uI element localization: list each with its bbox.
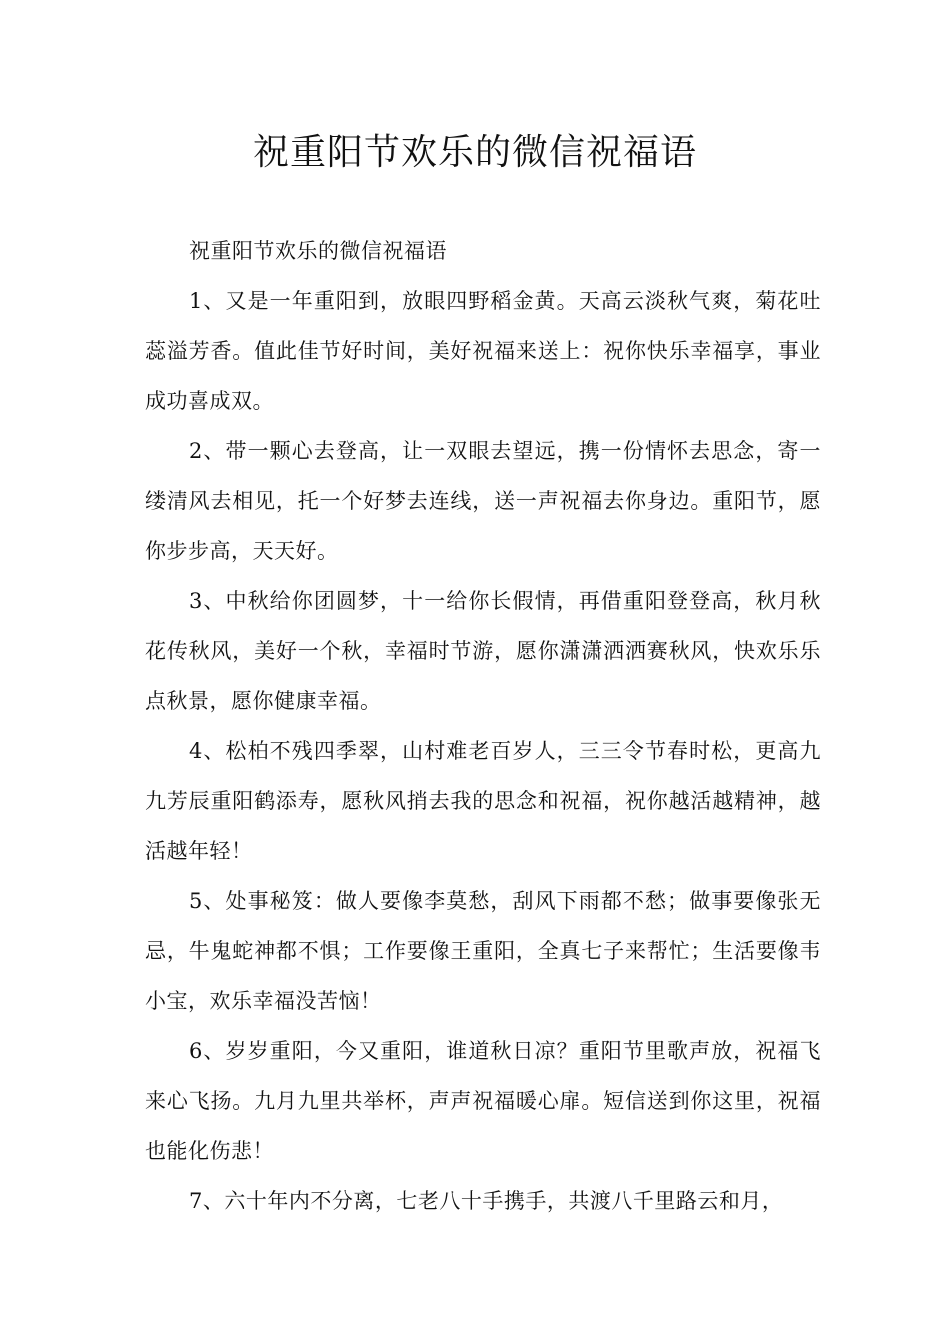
subtitle-paragraph: 祝重阳节欢乐的微信祝福语 [189, 239, 447, 263]
wish-paragraph-1: 1、又是一年重阳到，放眼四野稻金黄。天高云淡秋气爽，菊花吐蕊溢芳香。值此佳节好时间，美好祝福来送上：祝你快乐幸福享，事业成功喜成双。 [145, 289, 821, 413]
document-body [145, 226, 821, 1226]
wish-paragraph-4: 4、松柏不残四季翠，山村难老百岁人，三三令节春时松，更高九九芳辰重阳鹤添寿，愿秋风捎去我的思念和祝福，祝你越活越精神，越活越年轻！ [145, 739, 821, 863]
wish-paragraph-2: 2、带一颗心去登高，让一双眼去望远，携一份情怀去思念，寄一缕清风去相见，托一个好梦去连线，送一声祝福去你身边。重阳节，愿你步步高，天天好。 [145, 439, 821, 563]
wish-paragraph-6: 6、岁岁重阳，今又重阳，谁道秋日凉？重阳节里歌声放，祝福飞来心飞扬。九月九里共举杯，声声祝福暖心扉。短信送到你这里，祝福也能化伤悲！ [145, 1039, 821, 1163]
wish-paragraph-3: 3、中秋给你团圆梦，十一给你长假情，再借重阳登登高，秋月秋花传秋风，美好一个秋，幸福时节游，愿你潇潇洒洒赛秋风，快欢乐乐点秋景，愿你健康幸福。 [145, 589, 821, 713]
wish-paragraph-7: 7、六十年内不分离，七老八十手携手，共渡八千里路云和月， [189, 1189, 784, 1213]
wish-paragraph-5: 5、处事秘笈：做人要像李莫愁，刮风下雨都不愁；做事要像张无忌，牛鬼蛇神都不惧；工作要像王重阳，全真七子来帮忙；生活要像韦小宝，欢乐幸福没苦恼！ [145, 889, 821, 1013]
page-title: 祝重阳节欢乐的微信祝福语 [252, 132, 697, 173]
